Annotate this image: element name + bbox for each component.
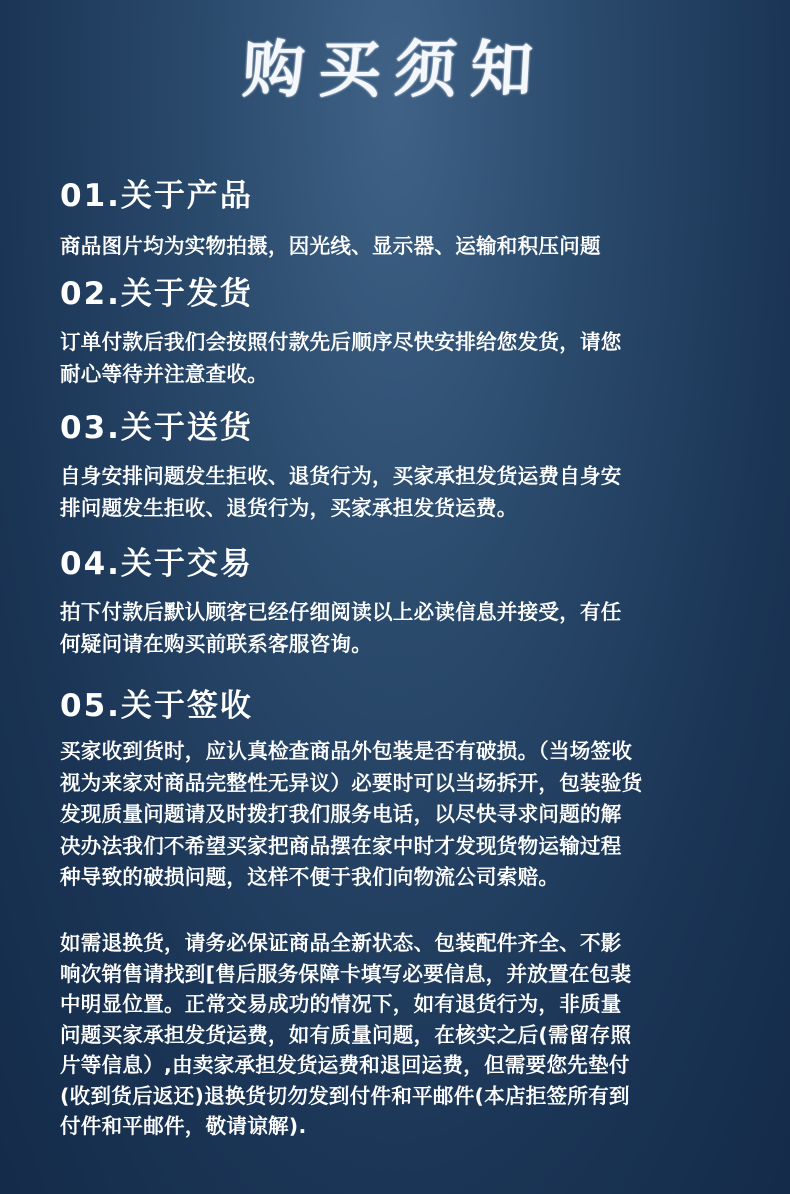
- note-body: [60, 928, 730, 1142]
- text-line: 付件和平邮件，敬请谅解).: [60, 1114, 307, 1138]
- text-line: 视为来家对商品完整性无异议）必要时可以当场拆开，包装验货: [60, 770, 643, 795]
- section-body: [60, 230, 730, 262]
- text-line: 排问题发生拒收、退货行为，买家承担发货运费。: [60, 496, 518, 520]
- section-receipt: [60, 686, 730, 894]
- text-line: 买家收到货时，应认真检查商品外包装是否有破损。（当场签收: [60, 739, 633, 763]
- section-body: [60, 460, 730, 524]
- text-line: 耐心等待并注意查收。: [60, 362, 268, 386]
- section-shipping: [60, 274, 730, 390]
- section-delivery: [60, 408, 730, 524]
- text-line: 发现质量问题请及时拨打我们服务电话，以尽快寻求问题的解: [60, 802, 622, 826]
- section-heading: 05.关于签收: [60, 688, 253, 724]
- section-body: [60, 736, 730, 894]
- text-line: 如需退换货，请务必保证商品全新状态、包装配件齐全、不影: [60, 931, 622, 955]
- return-policy-note: [60, 928, 730, 1142]
- section-heading: 01.关于产品: [60, 178, 253, 214]
- section-heading: 02.关于发货: [60, 276, 253, 312]
- text-line: 片等信息）,由卖家承担发货运费和退回运费，但需要您先垫付: [60, 1053, 630, 1077]
- page-title: 购买须知: [240, 33, 549, 106]
- text-line: 自身安排问题发生拒收、退货行为，买家承担发货运费自身安: [60, 464, 622, 488]
- section-body: [60, 326, 730, 390]
- text-line: 商品图片均为实物拍摄，因光线、显示器、运输和积压问题: [60, 234, 601, 258]
- text-line: 何疑问请在购买前联系客服咨询。: [60, 632, 372, 656]
- text-line: (收到货后返还)退换货切勿发到付件和平邮件(本店拒签所有到: [60, 1083, 630, 1108]
- section-heading: 03.关于送货: [60, 410, 253, 446]
- section-body: [60, 596, 730, 660]
- section-transaction: [60, 544, 730, 660]
- text-line: 种导致的破损问题，这样不便于我们向物流公司索赔。: [60, 865, 560, 889]
- section-heading: 04.关于交易: [60, 546, 253, 582]
- text-line: 拍下付款后默认顾客已经仔细阅读以上必读信息并接受，有任: [60, 600, 622, 624]
- text-line: 中明显位置。正常交易成功的情况下，如有退货行为，非质量: [60, 992, 622, 1016]
- text-line: 响次销售请找到[售后服务保障卡填写必要信息，并放置在包裴: [60, 961, 632, 986]
- text-line: 订单付款后我们会按照付款先后顺序尽快安排给您发货，请您: [60, 330, 622, 354]
- text-line: 决办法我们不希望买家把商品摆在家中时才发现货物运输过程: [60, 833, 622, 858]
- text-line: 问题买家承担发货运费，如有质量问题，在核实之后(需留存照: [60, 1022, 632, 1047]
- section-product: [60, 176, 730, 262]
